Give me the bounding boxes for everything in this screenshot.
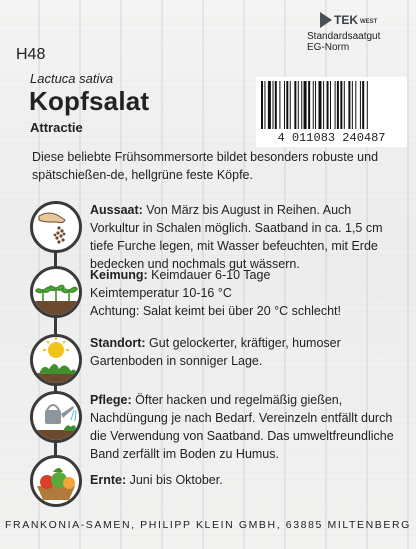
seedlings-icon: [30, 266, 82, 318]
standort-text: [90, 334, 404, 370]
barcode-digits: 4 011083 240487: [277, 131, 386, 145]
keimung-duration: Keimdauer 6-10 Tage: [147, 268, 271, 282]
latin-name: Lactuca sativa: [30, 71, 114, 86]
standort-body: Gut gelockerter, kräftiger, humoser Gartenboden in sonniger Lage.: [90, 336, 341, 368]
intro-text: Diese beliebte Frühsommersorte bildet besonders robuste und spätschießen-de, hellgrüne feste Köpfe.: [32, 150, 379, 182]
sun-plant-icon: [30, 334, 82, 386]
section-connector: [54, 440, 57, 455]
pflege-text: [90, 391, 404, 463]
keimung-line-1: [90, 266, 404, 284]
logo-text: TEK: [334, 13, 358, 27]
section-connector: [54, 315, 57, 334]
watering-can-icon: [30, 391, 82, 443]
keimung-label: Keimung:: [90, 268, 148, 282]
ernte-label: Ernte:: [90, 473, 127, 487]
standort-label: Standort:: [90, 336, 146, 350]
footer-company: FRANKONIA-SAMEN, PHILIPP KLEIN GMBH, 63885 MILTENBERG: [5, 519, 411, 531]
brand-logo: [320, 12, 377, 28]
product-title: Kopfsalat: [29, 86, 150, 116]
variety-name: Attractie: [30, 120, 83, 135]
ernte-body: Juni bis Oktober.: [126, 473, 223, 487]
standard-line-1: Standardsaatgut: [307, 31, 381, 42]
standard-line-2: EG-Norm: [307, 42, 350, 53]
pflege-label: Pflege:: [90, 393, 132, 407]
logo-arrow-icon: [320, 12, 332, 28]
barcode-bars-icon: [260, 81, 403, 129]
ernte-text: [90, 471, 404, 489]
keimung-warning: Achtung: Salat keimt bei über 20 °C schlecht!: [90, 304, 341, 318]
vegetable-basket-icon: [30, 455, 82, 507]
product-code: H48: [16, 46, 46, 63]
aussaat-body: Von März bis August in Reihen. Auch Vorkultur in Schalen möglich. Saatband in ca. 1,5 cm tiefe Furche legen, mit Wasser befeuchten, mit Erde bedecken und nochmals gut wässern.: [90, 203, 383, 271]
keimung-temperature: Keimtemperatur 10-16 °C: [90, 286, 232, 300]
keimung-text: [90, 266, 404, 320]
sowing-hand-icon: [30, 201, 82, 253]
aussaat-text: [90, 201, 404, 273]
section-connector: [54, 383, 57, 391]
standard-label: [307, 31, 380, 53]
logo-subtext: WEST: [360, 19, 378, 25]
barcode: [256, 77, 407, 147]
pflege-body: Öfter hacken und regelmäßig gießen, Nachdüngung je nach Bedarf. Vereinzeln entfällt durch die Verwendung von Saatband. Das umweltfreundliche Band zerfällt im Boden zu Humus.: [90, 393, 394, 461]
section-connector: [54, 250, 57, 266]
aussaat-label: Aussaat:: [90, 203, 143, 217]
